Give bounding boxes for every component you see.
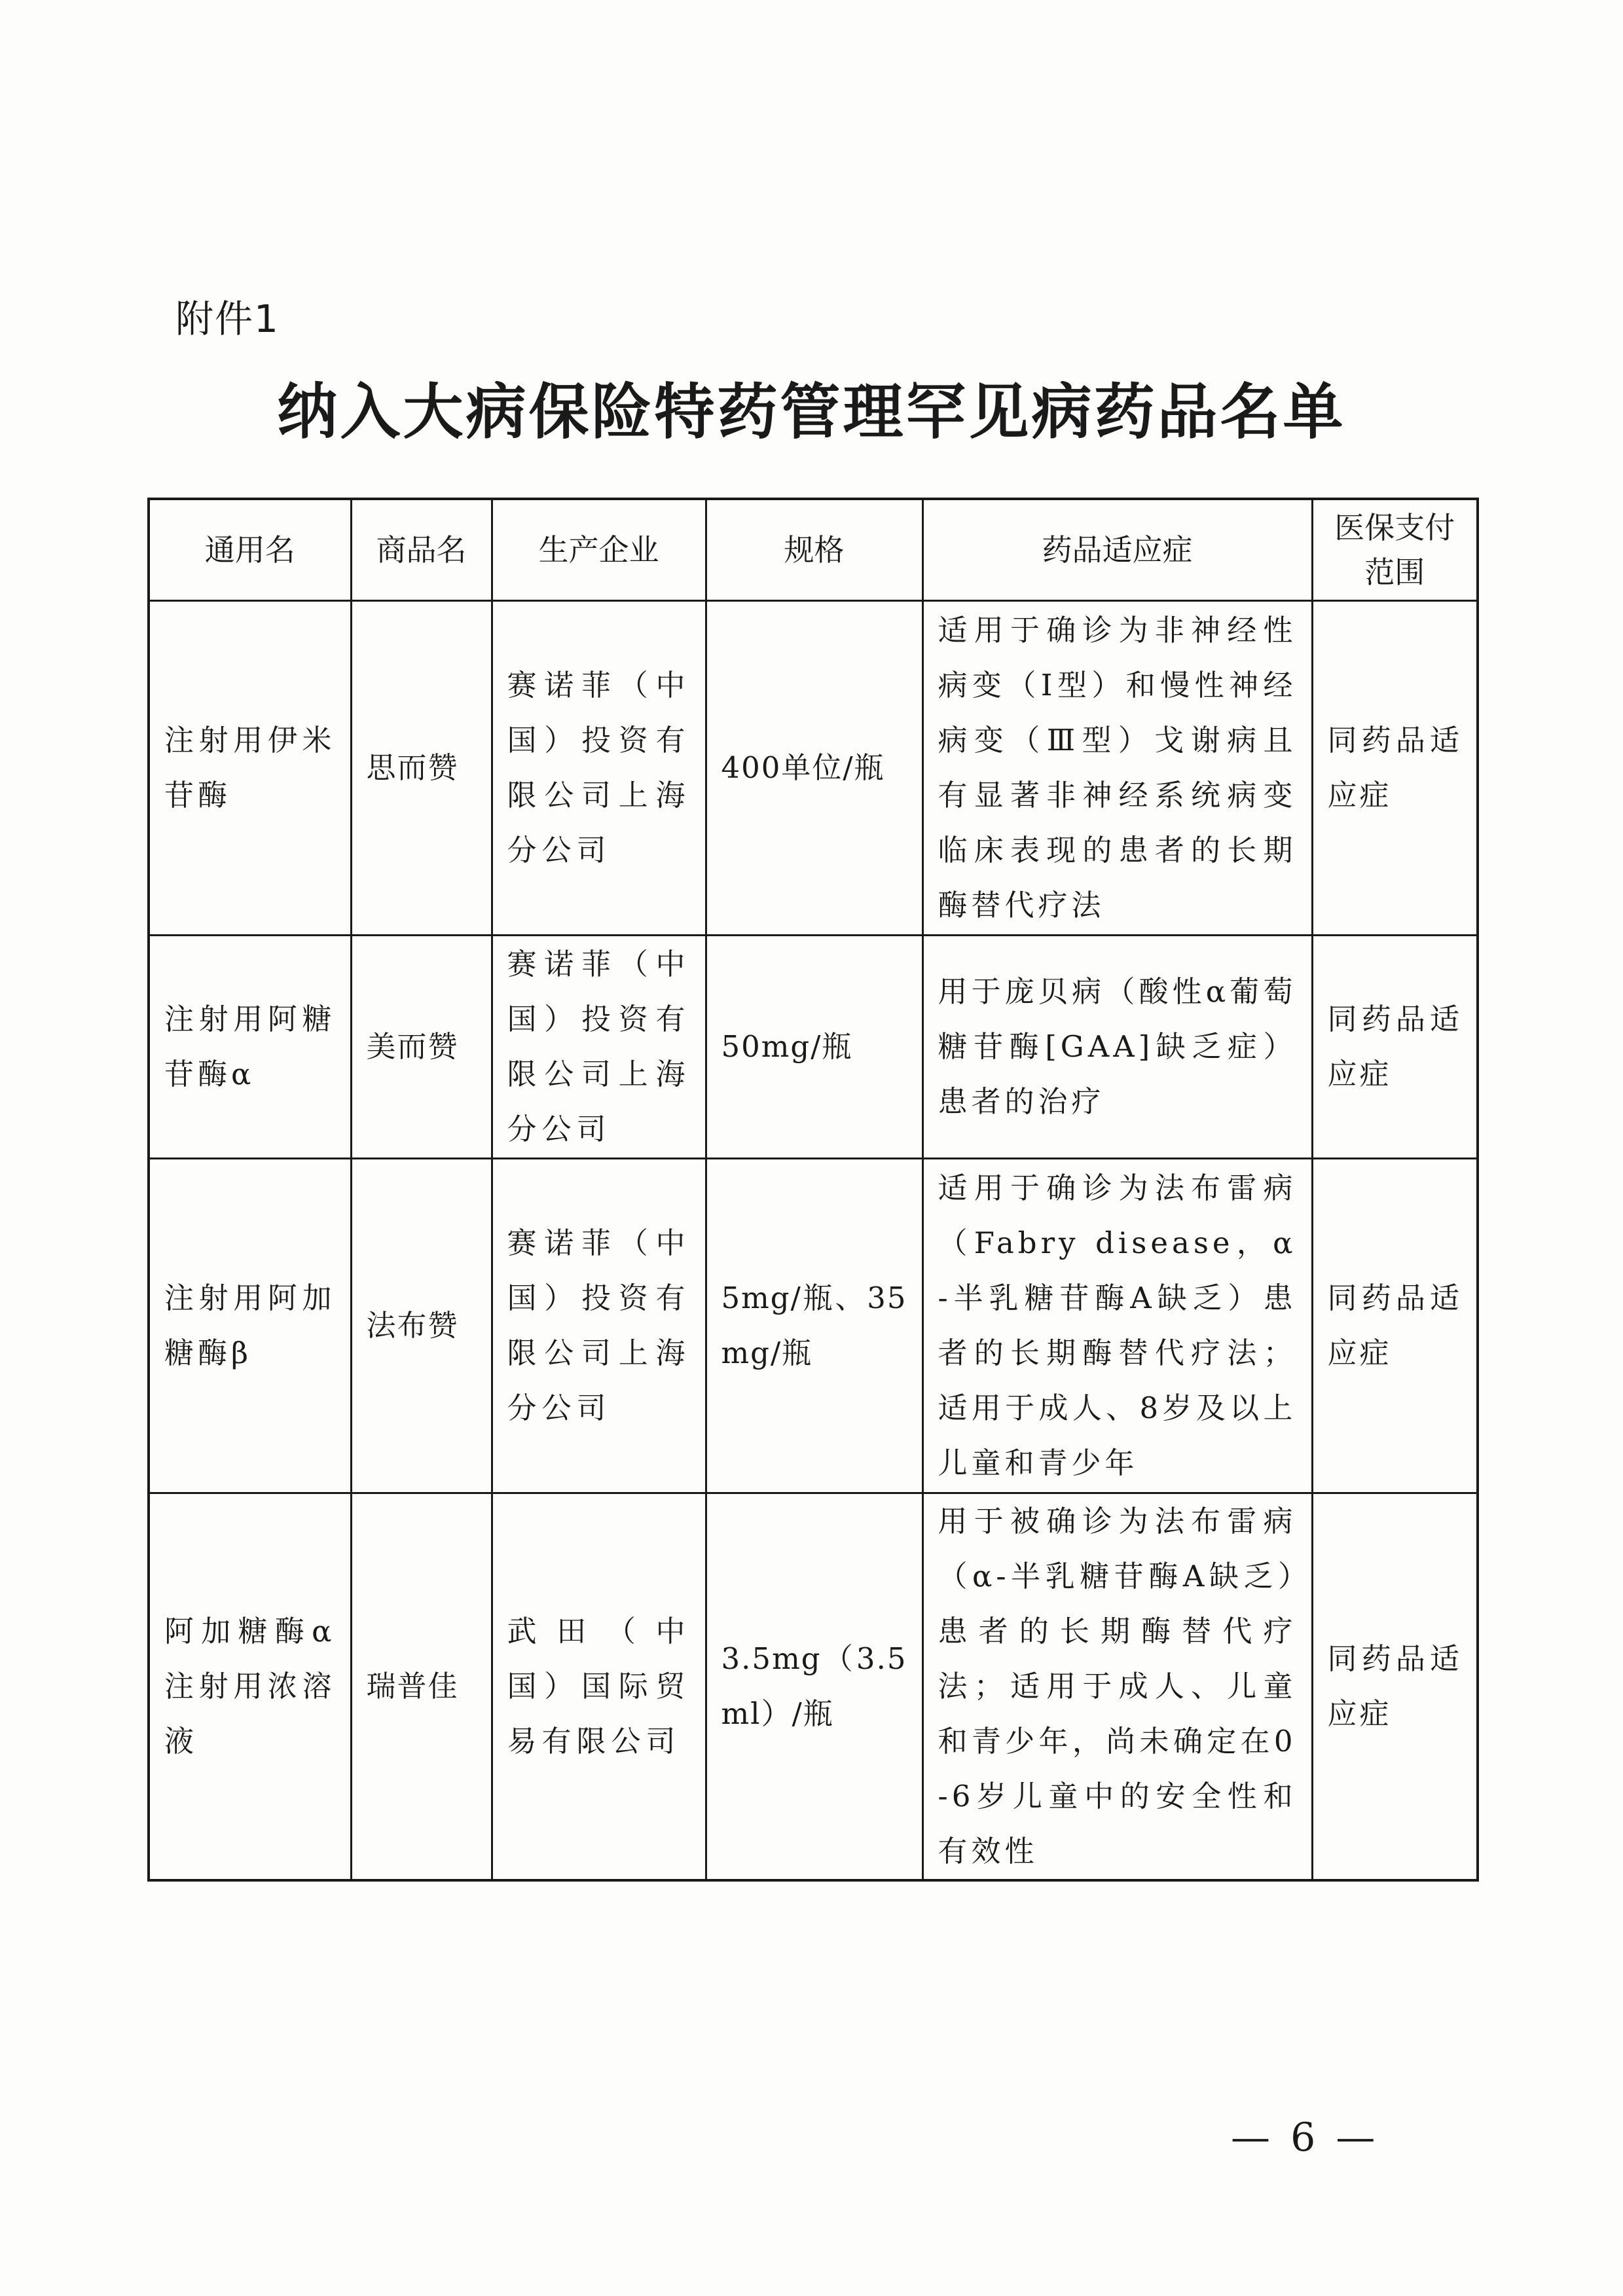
cell-generic-name: 阿加糖酶α注射用浓溶液 bbox=[149, 1493, 351, 1881]
cell-indication: 用于被确诊为法布雷病（α-半乳糖苷酶A缺乏）患者的长期酶替代疗法；适用于成人、儿童和青少年，尚未确定在0-6岁儿童中的安全性和有效性 bbox=[922, 1493, 1312, 1881]
cell-trade-name: 瑞普佳 bbox=[351, 1493, 492, 1881]
header-generic-name: 通用名 bbox=[149, 499, 351, 601]
cell-coverage-scope: 同药品适应症 bbox=[1312, 936, 1478, 1159]
header-coverage-scope: 医保支付范围 bbox=[1312, 499, 1478, 601]
cell-coverage-scope: 同药品适应症 bbox=[1312, 601, 1478, 936]
cell-coverage-scope: 同药品适应症 bbox=[1312, 1159, 1478, 1493]
cell-specification: 3.5mg（3.5ml）/瓶 bbox=[706, 1493, 922, 1881]
table-row bbox=[149, 1159, 1478, 1493]
drug-list-table bbox=[147, 498, 1479, 1882]
table-row bbox=[149, 601, 1478, 936]
attachment-label: 附件1 bbox=[175, 297, 280, 341]
cell-trade-name: 思而赞 bbox=[351, 601, 492, 936]
cell-generic-name: 注射用阿加糖酶β bbox=[149, 1159, 351, 1493]
cell-indication: 用于庞贝病（酸性α葡萄糖苷酶[GAA]缺乏症）患者的治疗 bbox=[922, 936, 1312, 1159]
table-row bbox=[149, 1493, 1478, 1881]
cell-specification: 50mg/瓶 bbox=[706, 936, 922, 1159]
document-title: 纳入大病保险特药管理罕见病药品名单 bbox=[277, 376, 1346, 447]
cell-manufacturer: 赛诺菲（中国）投资有限公司上海分公司 bbox=[492, 936, 706, 1159]
cell-generic-name: 注射用伊米苷酶 bbox=[149, 601, 351, 936]
header-trade-name: 商品名 bbox=[351, 499, 492, 601]
cell-coverage-scope: 同药品适应症 bbox=[1312, 1493, 1478, 1881]
cell-specification: 400单位/瓶 bbox=[706, 601, 922, 936]
cell-indication: 适用于确诊为法布雷病（Fabry disease，α-半乳糖苷酶A缺乏）患者的长期酶替代疗法；适用于成人、8岁及以上儿童和青少年 bbox=[922, 1159, 1312, 1493]
cell-indication: 适用于确诊为非神经性病变（Ⅰ型）和慢性神经病变（Ⅲ型）戈谢病且有显著非神经系统病变临床表现的患者的长期酶替代疗法 bbox=[922, 601, 1312, 936]
cell-generic-name: 注射用阿糖苷酶α bbox=[149, 936, 351, 1159]
header-manufacturer: 生产企业 bbox=[492, 499, 706, 601]
cell-specification: 5mg/瓶、35mg/瓶 bbox=[706, 1159, 922, 1493]
cell-trade-name: 美而赞 bbox=[351, 936, 492, 1159]
header-indication: 药品适应症 bbox=[922, 499, 1312, 601]
header-specification: 规格 bbox=[706, 499, 922, 601]
table-header-row bbox=[149, 499, 1478, 601]
cell-manufacturer: 赛诺菲（中国）投资有限公司上海分公司 bbox=[492, 1159, 706, 1493]
cell-manufacturer: 武田（中国）国际贸易有限公司 bbox=[492, 1493, 706, 1881]
cell-trade-name: 法布赞 bbox=[351, 1159, 492, 1493]
page-number: — 6 — bbox=[1231, 2115, 1379, 2160]
cell-manufacturer: 赛诺菲（中国）投资有限公司上海分公司 bbox=[492, 601, 706, 936]
table-row bbox=[149, 936, 1478, 1159]
